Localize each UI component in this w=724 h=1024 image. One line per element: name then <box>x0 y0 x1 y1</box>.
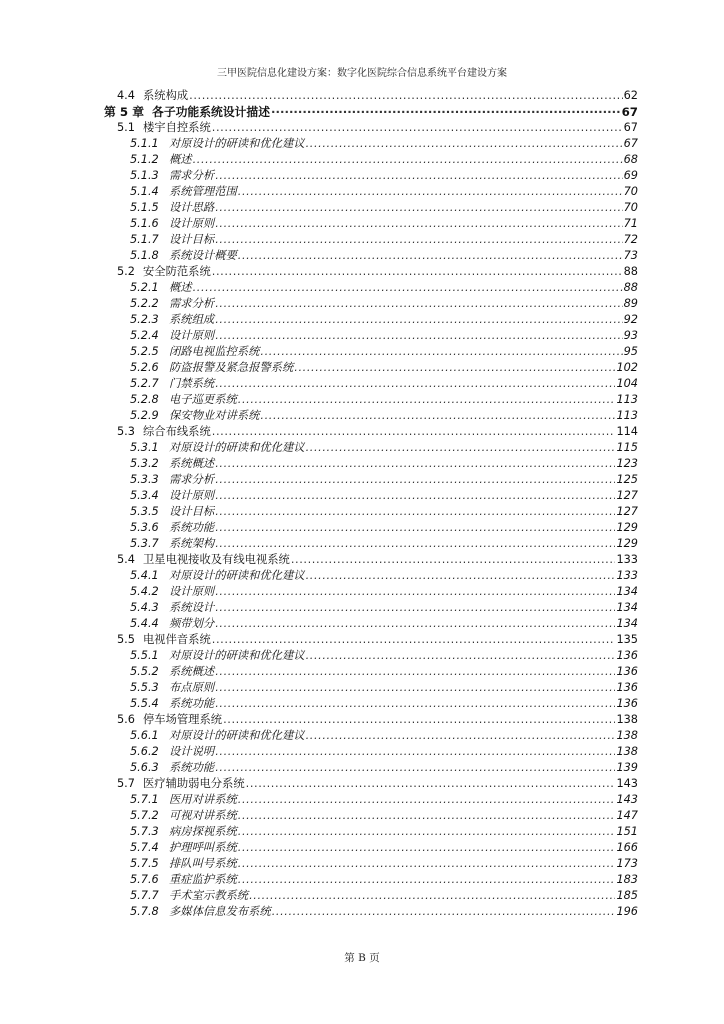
toc-entry-number: 5.4.2 <box>130 585 159 598</box>
toc-entry-title: 电子巡更系统 <box>169 393 237 406</box>
toc-entry[interactable] <box>130 472 638 488</box>
toc-entry-number: 5.2.3 <box>130 313 159 326</box>
toc-entry-title: 停车场管理系统 <box>142 713 223 726</box>
toc-entry-title: 卫星电视接收及有线电视系统 <box>142 553 290 566</box>
toc-entry-title: 对原设计的研读和优化建议 <box>169 729 305 742</box>
toc-leader-dots <box>193 280 623 296</box>
toc-leader-dots <box>249 888 615 904</box>
toc-entry[interactable] <box>117 264 638 280</box>
toc-entry[interactable] <box>130 584 638 600</box>
toc-entry[interactable] <box>130 232 638 248</box>
toc-entry-title: 系统概述 <box>169 457 215 470</box>
toc-leader-dots <box>215 312 622 328</box>
toc-entry-title: 布点原则 <box>169 681 215 694</box>
toc-entry[interactable] <box>130 824 638 840</box>
toc-entry[interactable] <box>130 216 638 232</box>
toc-entry-page: 68 <box>623 153 638 166</box>
toc-entry-title: 楼宇自控系统 <box>142 121 211 134</box>
toc-entry[interactable] <box>130 296 638 312</box>
toc-entry-title: 系统设计概要 <box>169 249 237 262</box>
toc-leader-dots <box>272 904 616 920</box>
toc-entry-number: 5.2.6 <box>130 361 159 374</box>
toc-entry-page: 62 <box>623 89 638 102</box>
toc-entry-page: 138 <box>616 713 638 726</box>
toc-entry-number: 5.3.7 <box>130 537 159 550</box>
toc-leader-dots <box>238 872 616 888</box>
toc-entry-title: 设计原则 <box>169 585 215 598</box>
toc-entry[interactable] <box>130 168 638 184</box>
toc-entry-page: 127 <box>616 489 638 502</box>
toc-entry-title: 设计思路 <box>169 201 215 214</box>
toc-entry-number: 5.2.7 <box>130 377 159 390</box>
toc-entry[interactable] <box>117 424 638 440</box>
toc-entry-title: 各子功能系统设计描述 <box>152 105 271 119</box>
toc-leader-dots <box>215 488 615 504</box>
toc-entry-page: 139 <box>616 761 638 774</box>
toc-leader-dots <box>189 88 622 104</box>
toc-entry-title: 概述 <box>169 281 192 294</box>
toc-entry-number: 5.3.1 <box>130 441 159 454</box>
toc-entry[interactable] <box>130 360 638 376</box>
toc-entry[interactable] <box>130 680 638 696</box>
toc-entry[interactable] <box>130 488 638 504</box>
toc-entry[interactable] <box>117 88 638 104</box>
toc-entry-number: 5.4.4 <box>130 617 159 630</box>
toc-entry-number: 5.2.4 <box>130 329 159 342</box>
toc-entry-page: 129 <box>616 521 638 534</box>
toc-entry-number: 5.2 <box>117 265 135 278</box>
toc-entry-page: 89 <box>623 297 638 310</box>
toc-entry[interactable] <box>130 456 638 472</box>
toc-entry-page: 134 <box>616 585 638 598</box>
toc-entry-number: 5.7.6 <box>130 873 159 886</box>
toc-entry-page: 123 <box>616 457 638 470</box>
toc-leader-dots <box>223 712 615 728</box>
toc-entry-title: 保安物业对讲系统 <box>169 409 260 422</box>
toc-entry[interactable] <box>130 408 638 424</box>
toc-entry-number: 5.5 <box>117 633 135 646</box>
toc-entry-title: 手术室示教系统 <box>169 889 249 902</box>
toc-entry-number: 5.2.8 <box>130 393 159 406</box>
toc-entry[interactable] <box>130 312 638 328</box>
toc-entry-page: 69 <box>623 169 638 182</box>
toc-entry-number: 5.7.1 <box>130 793 159 806</box>
toc-leader-dots <box>238 856 616 872</box>
toc-leader-dots <box>238 248 623 264</box>
toc-leader-dots <box>291 552 616 568</box>
toc-entry-number: 5.1.3 <box>130 169 159 182</box>
toc-entry-page: 133 <box>616 553 638 566</box>
toc-leader-dots <box>238 392 616 408</box>
toc-entry-page: 92 <box>623 313 638 326</box>
toc-leader-dots <box>215 216 622 232</box>
toc-entry-page: 138 <box>616 745 638 758</box>
toc-leader-dots <box>238 824 616 840</box>
toc-entry-page: 136 <box>616 697 638 710</box>
toc-entry[interactable] <box>130 648 638 664</box>
toc-entry-page: 138 <box>616 729 638 742</box>
toc-entry[interactable] <box>130 664 638 680</box>
toc-entry-title: 防盗报警及紧急报警系统 <box>169 361 294 374</box>
toc-entry-number: 5.7.2 <box>130 809 159 822</box>
toc-leader-dots <box>215 664 615 680</box>
toc-entry[interactable] <box>130 728 638 744</box>
toc-entry[interactable] <box>117 712 638 728</box>
toc-entry-number: 5.3.4 <box>130 489 159 502</box>
toc-leader-dots <box>215 744 615 760</box>
toc-entry-page: 113 <box>616 409 638 422</box>
toc-entry[interactable] <box>130 600 638 616</box>
toc-entry-title: 系统构成 <box>142 89 189 102</box>
toc-entry-number: 5.7.7 <box>130 889 159 902</box>
toc-entry-number: 5.3.5 <box>130 505 159 518</box>
toc-entry-number: 5.7 <box>117 777 135 790</box>
toc-entry-title: 系统架构 <box>169 537 215 550</box>
toc-entry-number: 5.3.3 <box>130 473 159 486</box>
toc-entry-number: 5.4.1 <box>130 569 159 582</box>
toc-entry-page: 67 <box>623 137 638 150</box>
toc-entry-page: 135 <box>616 633 638 646</box>
toc-entry-number: 5.2.5 <box>130 345 159 358</box>
toc-entry-page: 114 <box>616 425 638 438</box>
toc-entry-title: 闭路电视监控系统 <box>169 345 260 358</box>
toc-entry-number: 5.1.4 <box>130 185 159 198</box>
toc-entry-page: 151 <box>616 825 638 838</box>
toc-leader-dots <box>271 104 621 120</box>
toc-entry-page: 134 <box>616 601 638 614</box>
toc-entry-title: 排队叫号系统 <box>169 857 237 870</box>
toc-entry-page: 196 <box>616 905 638 918</box>
toc-entry[interactable] <box>130 440 638 456</box>
toc-leader-dots <box>238 840 616 856</box>
toc-entry-page: 104 <box>616 377 638 390</box>
toc-entry-page: 73 <box>623 249 638 262</box>
toc-entry-title: 对原设计的研读和优化建议 <box>169 137 305 150</box>
toc-entry-page: 136 <box>616 681 638 694</box>
toc-entry-number: 5.2.2 <box>130 297 159 310</box>
toc-entry-title: 设计说明 <box>169 745 215 758</box>
toc-entry-number: 5.6.2 <box>130 745 159 758</box>
toc-entry-title: 系统功能 <box>169 761 215 774</box>
toc-entry-page: 185 <box>616 889 638 902</box>
toc-entry[interactable] <box>130 904 638 920</box>
toc-entry-number: 5.2.9 <box>130 409 159 422</box>
toc-entry-title: 医疗辅助弱电分系统 <box>142 777 245 790</box>
toc-entry-title: 多媒体信息发布系统 <box>169 905 271 918</box>
toc-entry-title: 设计原则 <box>169 217 215 230</box>
toc-entry-title: 设计目标 <box>169 505 215 518</box>
toc-entry-title: 对原设计的研读和优化建议 <box>169 649 305 662</box>
toc-entry-page: 129 <box>616 537 638 550</box>
toc-entry-number: 5.5.2 <box>130 665 159 678</box>
toc-entry[interactable] <box>130 152 638 168</box>
toc-entry-number: 5.1.6 <box>130 217 159 230</box>
toc-entry[interactable] <box>130 344 638 360</box>
toc-leader-dots <box>212 424 616 440</box>
toc-entry-page: 125 <box>616 473 638 486</box>
toc-entry[interactable] <box>130 248 638 264</box>
toc-leader-dots <box>215 232 622 248</box>
toc-entry-number: 5.2.1 <box>130 281 159 294</box>
toc-entry-number: 5.6.3 <box>130 761 159 774</box>
toc-entry-title: 设计原则 <box>169 489 215 502</box>
toc-entry[interactable] <box>130 280 638 296</box>
toc-entry-title: 重症监护系统 <box>169 873 237 886</box>
toc-entry-page: 93 <box>623 329 638 342</box>
toc-entry[interactable] <box>130 616 638 632</box>
toc-entry[interactable] <box>130 136 638 152</box>
toc-leader-dots <box>260 408 615 424</box>
toc-entry-page: 71 <box>623 217 638 230</box>
toc-entry[interactable] <box>130 744 638 760</box>
toc-entry-title: 护理呼叫系统 <box>169 841 237 854</box>
toc-entry[interactable] <box>130 808 638 824</box>
toc-leader-dots <box>215 200 622 216</box>
toc-leader-dots <box>212 264 623 280</box>
toc-leader-dots <box>215 584 615 600</box>
toc-entry-number: 5.6 <box>117 713 135 726</box>
toc-entry-number: 5.1.5 <box>130 201 159 214</box>
toc-leader-dots <box>215 296 622 312</box>
toc-entry-title: 设计目标 <box>169 233 215 246</box>
toc-entry-number: 5.6.1 <box>130 729 159 742</box>
toc-entry[interactable] <box>130 792 638 808</box>
toc-entry[interactable] <box>130 840 638 856</box>
toc-entry-page: 67 <box>623 121 638 134</box>
toc-entry-title: 综合布线系统 <box>142 425 211 438</box>
toc-leader-dots <box>193 152 623 168</box>
toc-leader-dots <box>215 472 615 488</box>
toc-entry-title: 系统概述 <box>169 665 215 678</box>
toc-entry[interactable] <box>130 392 638 408</box>
toc-entry[interactable] <box>130 520 638 536</box>
toc-entry-title: 需求分析 <box>169 297 215 310</box>
toc-entry[interactable] <box>130 856 638 872</box>
toc-entry-page: 183 <box>616 873 638 886</box>
toc-entry-number: 5.7.5 <box>130 857 159 870</box>
toc-entry[interactable] <box>130 760 638 776</box>
toc-entry-page: 143 <box>616 777 638 790</box>
toc-entry-number: 5.4 <box>117 553 135 566</box>
toc-entry-title: 对原设计的研读和优化建议 <box>169 441 305 454</box>
toc-entry-number: 5.1 <box>117 121 135 134</box>
toc-entry[interactable] <box>117 776 638 792</box>
toc-leader-dots <box>215 760 615 776</box>
toc-entry-page: 173 <box>616 857 638 870</box>
toc-entry[interactable] <box>130 536 638 552</box>
toc-leader-dots <box>306 136 623 152</box>
toc-entry-title: 系统功能 <box>169 697 215 710</box>
toc-entry[interactable] <box>130 696 638 712</box>
toc-entry[interactable] <box>130 184 638 200</box>
toc-entry-page: 133 <box>616 569 638 582</box>
toc-entry-page: 147 <box>616 809 638 822</box>
toc-entry-page: 70 <box>623 185 638 198</box>
toc-entry-page: 88 <box>623 265 638 278</box>
toc-entry-page: 70 <box>623 201 638 214</box>
toc-entry[interactable] <box>130 872 638 888</box>
toc-leader-dots <box>215 696 615 712</box>
toc-entry-page: 102 <box>616 361 638 374</box>
toc-entry-page: 67 <box>621 105 638 119</box>
toc-entry-title: 概述 <box>169 153 192 166</box>
page-header: 三甲医院信息化建设方案：数字化医院综合信息系统平台建设方案 <box>217 68 507 79</box>
toc-entry-number: 5.5.4 <box>130 697 159 710</box>
page-footer: 第 B 页 <box>344 952 380 964</box>
toc-leader-dots <box>215 376 615 392</box>
toc-entry-number: 5.5.1 <box>130 649 159 662</box>
toc-leader-dots <box>215 504 615 520</box>
toc-entry-number: 5.1.7 <box>130 233 159 246</box>
toc-entry-page: 88 <box>623 281 638 294</box>
toc-entry-title: 可视对讲系统 <box>169 809 237 822</box>
toc-entry[interactable] <box>117 552 638 568</box>
toc-entry-page: 136 <box>616 649 638 662</box>
toc-entry-title: 系统组成 <box>169 313 215 326</box>
toc-entry-number: 5.7.8 <box>130 905 159 918</box>
toc-entry[interactable] <box>104 104 638 120</box>
toc-leader-dots <box>215 536 615 552</box>
toc-leader-dots <box>215 520 615 536</box>
toc-leader-dots <box>306 568 616 584</box>
toc-entry-title: 医用对讲系统 <box>169 793 237 806</box>
toc-entry[interactable] <box>130 200 638 216</box>
toc-entry-number: 5.5.3 <box>130 681 159 694</box>
toc-entry-page: 113 <box>616 393 638 406</box>
toc-entry-title: 电视伴音系统 <box>142 633 211 646</box>
toc-entry[interactable] <box>117 632 638 648</box>
toc-leader-dots <box>238 184 623 200</box>
toc-entry-page: 166 <box>616 841 638 854</box>
toc-leader-dots <box>212 120 623 136</box>
toc-entry-title: 门禁系统 <box>169 377 215 390</box>
toc-entry-number: 4.4 <box>117 89 135 102</box>
toc-entry-page: 115 <box>616 441 638 454</box>
toc-leader-dots <box>238 792 616 808</box>
toc-leader-dots <box>215 680 615 696</box>
toc-leader-dots <box>215 616 615 632</box>
toc-entry-title: 病房探视系统 <box>169 825 237 838</box>
toc-entry-title: 对原设计的研读和优化建议 <box>169 569 305 582</box>
toc-entry-title: 系统管理范围 <box>169 185 237 198</box>
toc-entry-number: 5.1.8 <box>130 249 159 262</box>
toc-leader-dots <box>215 456 615 472</box>
toc-entry-title: 设计原则 <box>169 329 215 342</box>
toc-entry-number: 5.3 <box>117 425 135 438</box>
toc-entry-page: 72 <box>623 233 638 246</box>
toc-entry-page: 127 <box>616 505 638 518</box>
toc-entry-page: 95 <box>623 345 638 358</box>
toc-leader-dots <box>215 328 622 344</box>
toc-entry-number: 第 5 章 <box>104 105 145 119</box>
toc-leader-dots <box>306 728 616 744</box>
toc-entry[interactable] <box>130 568 638 584</box>
toc-leader-dots <box>306 648 616 664</box>
toc-entry-number: 5.7.3 <box>130 825 159 838</box>
toc-leader-dots <box>212 632 616 648</box>
toc-leader-dots <box>238 808 616 824</box>
toc-leader-dots <box>215 168 622 184</box>
toc-entry[interactable] <box>130 376 638 392</box>
toc-leader-dots <box>260 344 622 360</box>
toc-entry-title: 需求分析 <box>169 473 215 486</box>
toc-entry-number: 5.4.3 <box>130 601 159 614</box>
toc-entry-number: 5.7.4 <box>130 841 159 854</box>
toc-entry-title: 需求分析 <box>169 169 215 182</box>
toc-entry-page: 134 <box>616 617 638 630</box>
toc-entry-page: 136 <box>616 665 638 678</box>
toc-entry-title: 系统设计 <box>169 601 215 614</box>
toc-leader-dots <box>246 776 616 792</box>
toc-entry-number: 5.3.2 <box>130 457 159 470</box>
toc-entry[interactable] <box>130 888 638 904</box>
toc-entry[interactable] <box>130 328 638 344</box>
toc-entry-title: 系统功能 <box>169 521 215 534</box>
toc-entry-title: 频带划分 <box>169 617 215 630</box>
toc-leader-dots <box>306 440 616 456</box>
toc-entry[interactable] <box>117 120 638 136</box>
toc-entry-number: 5.1.1 <box>130 137 159 150</box>
toc-leader-dots <box>294 360 615 376</box>
toc-leader-dots <box>215 600 615 616</box>
toc-entry-number: 5.1.2 <box>130 153 159 166</box>
toc-entry-title: 安全防范系统 <box>142 265 211 278</box>
toc-entry-number: 5.3.6 <box>130 521 159 534</box>
toc-entry-page: 143 <box>616 793 638 806</box>
toc-entry[interactable] <box>130 504 638 520</box>
